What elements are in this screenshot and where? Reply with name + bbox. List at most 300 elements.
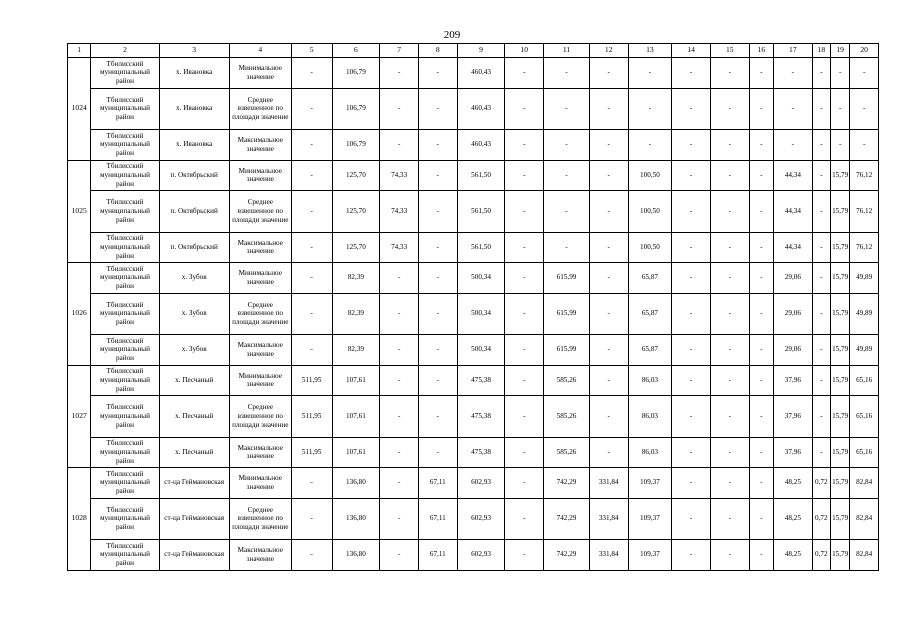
value-cell: 136,80 bbox=[332, 540, 380, 571]
value-cell: - bbox=[418, 335, 457, 366]
value-cell: 475,38 bbox=[457, 365, 505, 396]
value-cell: 15,79 bbox=[830, 365, 849, 396]
table-row bbox=[68, 88, 879, 130]
value-cell: 49,89 bbox=[850, 335, 879, 366]
value-cell: - bbox=[672, 335, 711, 366]
value-cell: 74,33 bbox=[380, 232, 419, 263]
value-cell: - bbox=[380, 293, 419, 335]
value-cell: - bbox=[291, 498, 332, 540]
value-cell: 615,99 bbox=[544, 335, 590, 366]
value-cell: 106,79 bbox=[332, 130, 380, 161]
value-cell: - bbox=[812, 232, 830, 263]
value-cell: - bbox=[749, 160, 773, 191]
value-cell: - bbox=[291, 130, 332, 161]
value-cell: 15,79 bbox=[830, 293, 849, 335]
value-cell: - bbox=[505, 365, 544, 396]
district-cell: Тбилисский муниципальный район bbox=[91, 335, 159, 366]
value-cell: 602,93 bbox=[457, 498, 505, 540]
value-cell: - bbox=[672, 263, 711, 294]
value-cell: 602,93 bbox=[457, 468, 505, 499]
value-cell: 15,79 bbox=[830, 263, 849, 294]
table-row bbox=[68, 468, 879, 499]
value-cell: - bbox=[710, 365, 749, 396]
value-cell: - bbox=[380, 468, 419, 499]
value-cell: 86,03 bbox=[628, 365, 672, 396]
value-cell: - bbox=[380, 365, 419, 396]
value-cell: - bbox=[830, 130, 849, 161]
value-cell: - bbox=[850, 130, 879, 161]
value-cell: 107,61 bbox=[332, 396, 380, 438]
value-cell: - bbox=[749, 396, 773, 438]
value-type-cell: Среднее взвешенное по площади значение bbox=[229, 88, 291, 130]
value-cell: - bbox=[380, 130, 419, 161]
value-cell: - bbox=[589, 396, 628, 438]
value-cell: 44,34 bbox=[774, 160, 813, 191]
value-cell: - bbox=[812, 88, 830, 130]
value-cell: - bbox=[418, 88, 457, 130]
column-header: 16 bbox=[749, 44, 773, 58]
value-cell: - bbox=[544, 88, 590, 130]
value-cell: - bbox=[589, 335, 628, 366]
settlement-cell: х. Песчаный bbox=[159, 437, 229, 468]
value-cell: - bbox=[291, 160, 332, 191]
value-cell: - bbox=[749, 191, 773, 233]
value-cell: 15,79 bbox=[830, 540, 849, 571]
value-cell: - bbox=[774, 88, 813, 130]
value-cell: 500,34 bbox=[457, 263, 505, 294]
value-cell: 615,99 bbox=[544, 293, 590, 335]
value-cell: - bbox=[710, 396, 749, 438]
value-cell: - bbox=[749, 498, 773, 540]
value-cell: - bbox=[710, 263, 749, 294]
value-cell: - bbox=[749, 365, 773, 396]
settlement-cell: ст-ца Геймановская bbox=[159, 498, 229, 540]
settlement-cell: ст-ца Геймановская bbox=[159, 540, 229, 571]
value-cell: 82,84 bbox=[850, 468, 879, 499]
value-cell: - bbox=[291, 263, 332, 294]
value-cell: - bbox=[505, 540, 544, 571]
value-cell: 86,03 bbox=[628, 396, 672, 438]
value-cell: - bbox=[812, 396, 830, 438]
value-cell: - bbox=[505, 232, 544, 263]
column-header: 10 bbox=[505, 44, 544, 58]
value-cell: 67,11 bbox=[418, 468, 457, 499]
value-cell: - bbox=[672, 437, 711, 468]
value-cell: 561,50 bbox=[457, 232, 505, 263]
value-cell: - bbox=[672, 498, 711, 540]
value-cell: - bbox=[672, 232, 711, 263]
settlement-cell: п. Октябрьский bbox=[159, 160, 229, 191]
value-cell: 742,29 bbox=[544, 540, 590, 571]
table-row bbox=[68, 130, 879, 161]
value-cell: 561,50 bbox=[457, 191, 505, 233]
value-cell: - bbox=[749, 58, 773, 89]
value-cell: - bbox=[710, 191, 749, 233]
value-cell: 65,87 bbox=[628, 263, 672, 294]
settlement-cell: х. Ивановка bbox=[159, 58, 229, 89]
column-header: 20 bbox=[850, 44, 879, 58]
value-cell: 500,34 bbox=[457, 335, 505, 366]
value-cell: - bbox=[505, 437, 544, 468]
value-cell: 82,39 bbox=[332, 293, 380, 335]
value-cell: - bbox=[749, 293, 773, 335]
column-header: 3 bbox=[159, 44, 229, 58]
value-cell: - bbox=[710, 130, 749, 161]
table-row bbox=[68, 160, 879, 191]
value-cell: 65,87 bbox=[628, 335, 672, 366]
value-cell: 615,99 bbox=[544, 263, 590, 294]
value-cell: 82,39 bbox=[332, 263, 380, 294]
value-cell: - bbox=[380, 263, 419, 294]
value-cell: - bbox=[380, 58, 419, 89]
value-cell: - bbox=[544, 191, 590, 233]
value-type-cell: Среднее взвешенное по площади значение bbox=[229, 191, 291, 233]
value-cell: - bbox=[628, 58, 672, 89]
value-type-cell: Среднее взвешенное по площади значение bbox=[229, 396, 291, 438]
settlement-cell: х. Ивановка bbox=[159, 88, 229, 130]
table-row bbox=[68, 396, 879, 438]
value-cell: - bbox=[418, 293, 457, 335]
value-type-cell: Среднее взвешенное по площади значение bbox=[229, 498, 291, 540]
value-cell: - bbox=[812, 160, 830, 191]
value-cell: 74,33 bbox=[380, 160, 419, 191]
value-cell: - bbox=[505, 468, 544, 499]
value-cell: 561,50 bbox=[457, 160, 505, 191]
value-cell: - bbox=[749, 437, 773, 468]
value-cell: - bbox=[380, 396, 419, 438]
value-cell: - bbox=[589, 365, 628, 396]
district-cell: Тбилисский муниципальный район bbox=[91, 437, 159, 468]
value-cell: 742,29 bbox=[544, 498, 590, 540]
value-cell: - bbox=[812, 130, 830, 161]
value-cell: - bbox=[544, 232, 590, 263]
value-cell: 65,87 bbox=[628, 293, 672, 335]
value-cell: 585,26 bbox=[544, 437, 590, 468]
value-cell: 460,43 bbox=[457, 58, 505, 89]
value-cell: - bbox=[291, 88, 332, 130]
value-cell: - bbox=[812, 191, 830, 233]
district-cell: Тбилисский муниципальный район bbox=[91, 468, 159, 499]
value-cell: - bbox=[418, 58, 457, 89]
value-cell: 15,79 bbox=[830, 232, 849, 263]
value-cell: - bbox=[544, 58, 590, 89]
value-cell: 511,95 bbox=[291, 365, 332, 396]
value-cell: - bbox=[291, 58, 332, 89]
value-type-cell: Максимальное значение bbox=[229, 130, 291, 161]
value-cell: 500,34 bbox=[457, 293, 505, 335]
value-cell: 86,03 bbox=[628, 437, 672, 468]
value-type-cell: Минимальное значение bbox=[229, 160, 291, 191]
value-cell: 29,06 bbox=[774, 293, 813, 335]
table-row bbox=[68, 263, 879, 294]
value-cell: - bbox=[672, 468, 711, 499]
settlement-cell: х. Зубов bbox=[159, 335, 229, 366]
value-type-cell: Минимальное значение bbox=[229, 365, 291, 396]
value-cell: - bbox=[672, 58, 711, 89]
value-type-cell: Максимальное значение bbox=[229, 232, 291, 263]
value-cell: 37,96 bbox=[774, 396, 813, 438]
value-cell: 15,79 bbox=[830, 498, 849, 540]
value-cell: - bbox=[774, 58, 813, 89]
value-cell: - bbox=[505, 263, 544, 294]
value-type-cell: Минимальное значение bbox=[229, 263, 291, 294]
value-cell: - bbox=[710, 160, 749, 191]
column-header: 12 bbox=[589, 44, 628, 58]
value-cell: - bbox=[291, 293, 332, 335]
value-cell: 585,26 bbox=[544, 396, 590, 438]
value-cell: - bbox=[672, 191, 711, 233]
value-cell: 74,33 bbox=[380, 191, 419, 233]
value-cell: 76,12 bbox=[850, 160, 879, 191]
value-cell: 107,61 bbox=[332, 437, 380, 468]
value-cell: 109,37 bbox=[628, 468, 672, 499]
settlement-cell: х. Песчаный bbox=[159, 396, 229, 438]
value-cell: 100,50 bbox=[628, 191, 672, 233]
page-number: 209 bbox=[443, 29, 461, 41]
value-cell: - bbox=[774, 130, 813, 161]
value-cell: 460,43 bbox=[457, 130, 505, 161]
group-code: 1024 bbox=[68, 58, 91, 161]
value-cell: - bbox=[749, 540, 773, 571]
value-cell: - bbox=[418, 263, 457, 294]
value-cell: 125,70 bbox=[332, 232, 380, 263]
district-cell: Тбилисский муниципальный район bbox=[91, 263, 159, 294]
value-cell: - bbox=[589, 293, 628, 335]
value-cell: 65,16 bbox=[850, 396, 879, 438]
value-type-cell: Среднее взвешенное по площади значение bbox=[229, 293, 291, 335]
value-cell: - bbox=[291, 335, 332, 366]
value-cell: - bbox=[850, 88, 879, 130]
value-cell: 49,89 bbox=[850, 263, 879, 294]
value-cell: 109,37 bbox=[628, 498, 672, 540]
value-cell: 15,79 bbox=[830, 191, 849, 233]
value-cell: 37,96 bbox=[774, 365, 813, 396]
settlement-cell: х. Зубов bbox=[159, 263, 229, 294]
column-header: 18 bbox=[812, 44, 830, 58]
value-cell: - bbox=[710, 88, 749, 130]
value-cell: 136,80 bbox=[332, 498, 380, 540]
value-cell: 76,12 bbox=[850, 232, 879, 263]
value-cell: - bbox=[812, 58, 830, 89]
value-cell: - bbox=[672, 160, 711, 191]
value-cell: - bbox=[505, 293, 544, 335]
value-type-cell: Максимальное значение bbox=[229, 540, 291, 571]
settlement-cell: х. Ивановка bbox=[159, 130, 229, 161]
value-cell: 0,72 bbox=[812, 540, 830, 571]
value-cell: 106,79 bbox=[332, 58, 380, 89]
value-cell: - bbox=[749, 232, 773, 263]
district-cell: Тбилисский муниципальный район bbox=[91, 396, 159, 438]
column-header: 9 bbox=[457, 44, 505, 58]
value-cell: - bbox=[505, 58, 544, 89]
value-cell: - bbox=[749, 263, 773, 294]
value-cell: - bbox=[812, 335, 830, 366]
table-row bbox=[68, 498, 879, 540]
value-cell: - bbox=[710, 437, 749, 468]
value-cell: - bbox=[628, 88, 672, 130]
value-cell: 0,72 bbox=[812, 468, 830, 499]
column-header: 11 bbox=[544, 44, 590, 58]
table-row bbox=[68, 232, 879, 263]
district-cell: Тбилисский муниципальный район bbox=[91, 191, 159, 233]
column-header: 17 bbox=[774, 44, 813, 58]
value-cell: - bbox=[628, 130, 672, 161]
value-cell: - bbox=[749, 88, 773, 130]
value-cell: 331,84 bbox=[589, 468, 628, 499]
value-cell: 15,79 bbox=[830, 160, 849, 191]
column-header: 2 bbox=[91, 44, 159, 58]
table-row bbox=[68, 58, 879, 89]
value-cell: 109,37 bbox=[628, 540, 672, 571]
value-cell: 76,12 bbox=[850, 191, 879, 233]
value-cell: - bbox=[380, 437, 419, 468]
value-cell: - bbox=[418, 130, 457, 161]
value-cell: - bbox=[830, 58, 849, 89]
value-cell: 82,84 bbox=[850, 540, 879, 571]
value-cell: - bbox=[710, 540, 749, 571]
value-cell: 29,06 bbox=[774, 263, 813, 294]
value-cell: - bbox=[589, 130, 628, 161]
value-cell: - bbox=[589, 160, 628, 191]
column-header: 15 bbox=[710, 44, 749, 58]
value-cell: - bbox=[710, 335, 749, 366]
district-cell: Тбилисский муниципальный район bbox=[91, 58, 159, 89]
value-cell: 37,96 bbox=[774, 437, 813, 468]
value-cell: - bbox=[544, 160, 590, 191]
value-cell: - bbox=[505, 160, 544, 191]
value-cell: - bbox=[418, 191, 457, 233]
value-cell: - bbox=[812, 263, 830, 294]
value-cell: 331,84 bbox=[589, 540, 628, 571]
value-cell: 65,16 bbox=[850, 437, 879, 468]
value-cell: - bbox=[380, 335, 419, 366]
value-cell: - bbox=[672, 365, 711, 396]
value-cell: - bbox=[830, 88, 849, 130]
value-cell: - bbox=[672, 130, 711, 161]
value-cell: - bbox=[589, 58, 628, 89]
value-cell: - bbox=[672, 540, 711, 571]
value-cell: - bbox=[850, 58, 879, 89]
settlement-cell: х. Зубов bbox=[159, 293, 229, 335]
value-cell: - bbox=[710, 468, 749, 499]
value-cell: 125,70 bbox=[332, 191, 380, 233]
column-header: 5 bbox=[291, 44, 332, 58]
settlement-cell: п. Октябрьский bbox=[159, 232, 229, 263]
table-row bbox=[68, 365, 879, 396]
value-cell: 82,84 bbox=[850, 498, 879, 540]
value-cell: 585,26 bbox=[544, 365, 590, 396]
value-cell: - bbox=[291, 540, 332, 571]
value-cell: - bbox=[672, 88, 711, 130]
value-cell: - bbox=[589, 263, 628, 294]
district-cell: Тбилисский муниципальный район bbox=[91, 498, 159, 540]
value-cell: - bbox=[589, 191, 628, 233]
table-row bbox=[68, 540, 879, 571]
value-cell: - bbox=[505, 396, 544, 438]
value-cell: - bbox=[418, 232, 457, 263]
value-cell: 107,61 bbox=[332, 365, 380, 396]
settlement-cell: п. Октябрьский bbox=[159, 191, 229, 233]
value-cell: 44,34 bbox=[774, 232, 813, 263]
column-header: 4 bbox=[229, 44, 291, 58]
table-row bbox=[68, 191, 879, 233]
value-cell: 100,50 bbox=[628, 160, 672, 191]
column-header: 6 bbox=[332, 44, 380, 58]
data-table bbox=[67, 43, 879, 571]
group-code: 1028 bbox=[68, 468, 91, 571]
value-cell: 15,79 bbox=[830, 396, 849, 438]
value-type-cell: Минимальное значение bbox=[229, 58, 291, 89]
value-cell: - bbox=[710, 232, 749, 263]
column-header: 13 bbox=[628, 44, 672, 58]
column-header: 1 bbox=[68, 44, 91, 58]
value-cell: 48,25 bbox=[774, 468, 813, 499]
value-cell: 65,16 bbox=[850, 365, 879, 396]
value-cell: - bbox=[672, 396, 711, 438]
value-cell: - bbox=[505, 130, 544, 161]
value-cell: 82,39 bbox=[332, 335, 380, 366]
value-cell: - bbox=[291, 232, 332, 263]
value-cell: 106,79 bbox=[332, 88, 380, 130]
value-cell: - bbox=[418, 160, 457, 191]
value-cell: - bbox=[418, 365, 457, 396]
value-cell: 67,11 bbox=[418, 540, 457, 571]
district-cell: Тбилисский муниципальный район bbox=[91, 160, 159, 191]
value-cell: - bbox=[812, 437, 830, 468]
table-body bbox=[68, 44, 879, 571]
value-type-cell: Минимальное значение bbox=[229, 468, 291, 499]
value-cell: 742,29 bbox=[544, 468, 590, 499]
value-type-cell: Максимальное значение bbox=[229, 335, 291, 366]
value-cell: - bbox=[710, 58, 749, 89]
value-cell: - bbox=[291, 191, 332, 233]
group-code: 1025 bbox=[68, 160, 91, 263]
value-cell: - bbox=[812, 293, 830, 335]
settlement-cell: ст-ца Геймановская bbox=[159, 468, 229, 499]
district-cell: Тбилисский муниципальный район bbox=[91, 365, 159, 396]
value-cell: - bbox=[505, 191, 544, 233]
value-cell: 29,06 bbox=[774, 335, 813, 366]
district-cell: Тбилисский муниципальный район bbox=[91, 293, 159, 335]
value-cell: - bbox=[589, 437, 628, 468]
value-cell: 15,79 bbox=[830, 468, 849, 499]
value-cell: - bbox=[418, 437, 457, 468]
table-row bbox=[68, 335, 879, 366]
value-cell: 48,25 bbox=[774, 540, 813, 571]
value-cell: - bbox=[710, 293, 749, 335]
value-cell: - bbox=[505, 498, 544, 540]
settlement-cell: х. Песчаный bbox=[159, 365, 229, 396]
column-header: 7 bbox=[380, 44, 419, 58]
value-cell: - bbox=[544, 130, 590, 161]
column-header: 19 bbox=[830, 44, 849, 58]
group-code: 1027 bbox=[68, 365, 91, 468]
value-cell: 511,95 bbox=[291, 437, 332, 468]
value-cell: - bbox=[749, 468, 773, 499]
value-cell: 67,11 bbox=[418, 498, 457, 540]
value-cell: 49,89 bbox=[850, 293, 879, 335]
value-cell: 125,70 bbox=[332, 160, 380, 191]
value-cell: - bbox=[380, 498, 419, 540]
value-cell: - bbox=[749, 335, 773, 366]
value-cell: 100,50 bbox=[628, 232, 672, 263]
value-cell: 136,80 bbox=[332, 468, 380, 499]
district-cell: Тбилисский муниципальный район bbox=[91, 130, 159, 161]
header-row bbox=[68, 44, 879, 58]
value-cell: - bbox=[505, 88, 544, 130]
value-cell: 602,93 bbox=[457, 540, 505, 571]
value-cell: 475,38 bbox=[457, 437, 505, 468]
